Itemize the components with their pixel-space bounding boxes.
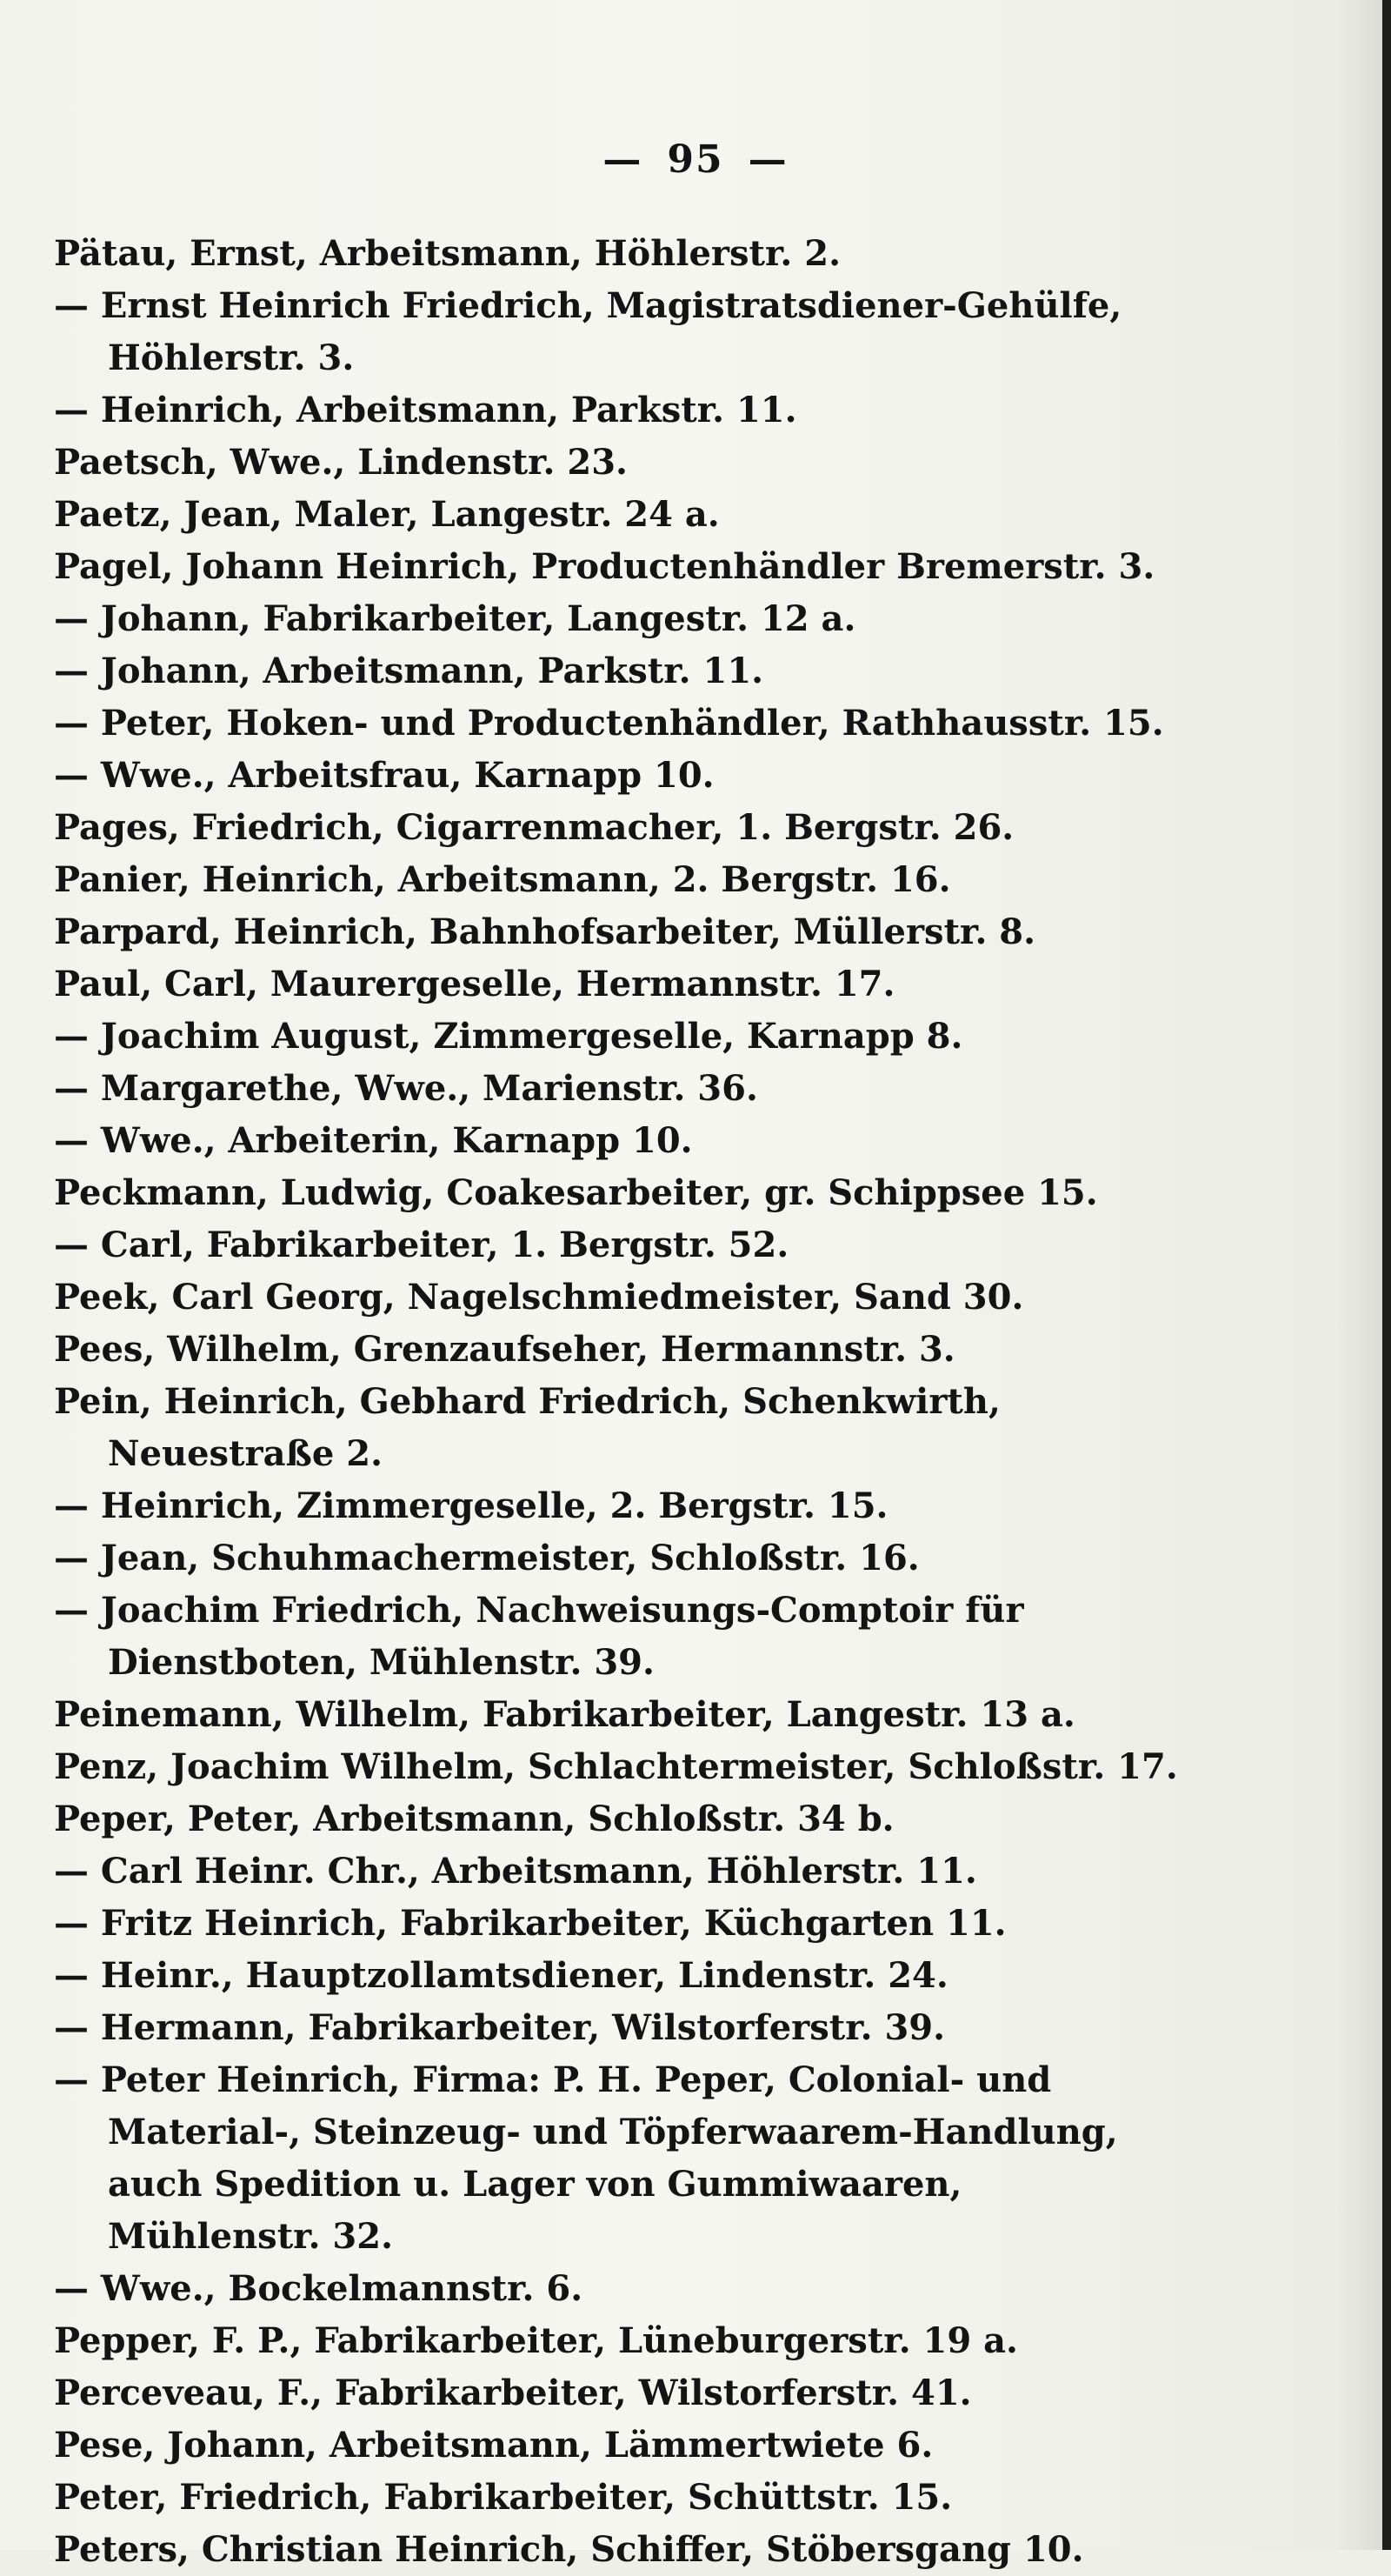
directory-entry: Parpard, Heinrich, Bahnhofsarbeiter, Müllerstr. 8. [54, 911, 1036, 952]
directory-entry: — Wwe., Arbeitsfrau, Karnapp 10. [54, 755, 715, 796]
directory-entry: Penz, Joachim Wilhelm, Schlachtermeister, Schloßstr. 17. [54, 1746, 1178, 1787]
directory-entry: — Heinrich, Arbeitsmann, Parkstr. 11. [54, 390, 797, 430]
directory-entry: — Carl, Fabrikarbeiter, 1. Bergstr. 52. [54, 1225, 789, 1265]
directory-entry: — Hermann, Fabrikarbeiter, Wilstorferstr. 39. [54, 2007, 946, 2048]
directory-entry: — Fritz Heinrich, Fabrikarbeiter, Küchgarten 11. [54, 1903, 1007, 1944]
page-header [0, 137, 1391, 182]
directory-entry: — Wwe., Arbeiterin, Karnapp 10. [54, 1120, 693, 1161]
directory-entry: — Heinrich, Zimmergeselle, 2. Bergstr. 15. [54, 1485, 889, 1526]
directory-entry: Panier, Heinrich, Arbeitsmann, 2. Bergstr. 16. [54, 859, 951, 900]
directory-entry: Pages, Friedrich, Cigarrenmacher, 1. Bergstr. 26. [54, 807, 1015, 848]
directory-entry: Pein, Heinrich, Gebhard Friedrich, Schenkwirth, Neuestraße 2. [54, 1381, 1001, 1474]
directory-entry: Perceveau, F., Fabrikarbeiter, Wilstorferstr. 41. [54, 2372, 972, 2413]
directory-entry: — Joachim Friedrich, Nachweisungs-Comptoir für Dienstboten, Mühlenstr. 39. [54, 1590, 1024, 1683]
page-edge [1382, 0, 1391, 2550]
directory-entry: Peek, Carl Georg, Nagelschmiedmeister, Sand 30. [54, 1277, 1024, 1318]
directory-entries [54, 228, 1184, 2576]
directory-entry: — Joachim August, Zimmergeselle, Karnapp 8. [54, 1016, 963, 1057]
directory-entry: Paetsch, Wwe., Lindenstr. 23. [54, 442, 628, 483]
directory-entry: Peinemann, Wilhelm, Fabrikarbeiter, Langestr. 13 a. [54, 1694, 1075, 1735]
page-number: 95 [667, 137, 724, 182]
directory-entry: — Ernst Heinrich Friedrich, Magistratsdiener-Gehülfe, Höhlerstr. 3. [54, 285, 1122, 378]
header-dash-left: — [602, 137, 643, 182]
directory-entry: — Johann, Arbeitsmann, Parkstr. 11. [54, 651, 764, 691]
header-dash-right: — [748, 137, 789, 182]
directory-entry: Peper, Peter, Arbeitsmann, Schloßstr. 34 b. [54, 1799, 895, 1839]
directory-entry: Peters, Christian Heinrich, Schiffer, Stöbersgang 10. [54, 2529, 1084, 2570]
directory-entry: Pees, Wilhelm, Grenzaufseher, Hermannstr. 3. [54, 1329, 955, 1370]
directory-entry: Pagel, Johann Heinrich, Productenhändler Bremerstr. 3. [54, 546, 1155, 587]
directory-entry: Peter, Friedrich, Fabrikarbeiter, Schüttstr. 15. [54, 2477, 953, 2518]
directory-entry: — Margarethe, Wwe., Marienstr. 36. [54, 1068, 758, 1109]
directory-entry: — Wwe., Bockelmannstr. 6. [54, 2268, 583, 2309]
directory-entry: Pepper, F. P., Fabrikarbeiter, Lüneburgerstr. 19 a. [54, 2320, 1018, 2361]
directory-entry: Pese, Johann, Arbeitsmann, Lämmertwiete 6. [54, 2425, 934, 2466]
directory-entry: Paul, Carl, Maurergeselle, Hermannstr. 17. [54, 964, 895, 1004]
directory-entry: — Johann, Fabrikarbeiter, Langestr. 12 a. [54, 598, 856, 639]
directory-entry: — Peter, Hoken- und Productenhändler, Rathhausstr. 15. [54, 703, 1164, 744]
directory-entry: — Peter Heinrich, Firma: P. H. Peper, Colonial- und Material-, Steinzeug- und Töpferwaarem-Handlung, auch Spedition u. Lager von Gummiwaaren, Mühlenstr. 32. [54, 2059, 1118, 2257]
directory-entry: — Carl Heinr. Chr., Arbeitsmann, Höhlerstr. 11. [54, 1851, 977, 1892]
directory-entry: — Heinr., Hauptzollamtsdiener, Lindenstr. 24. [54, 1955, 948, 1996]
directory-entry: Paetz, Jean, Maler, Langestr. 24 a. [54, 494, 720, 535]
directory-entry: — Jean, Schuhmachermeister, Schloßstr. 16. [54, 1538, 920, 1578]
directory-entry: Pätau, Ernst, Arbeitsmann, Höhlerstr. 2. [54, 233, 841, 274]
directory-entry: Peckmann, Ludwig, Coakesarbeiter, gr. Schippsee 15. [54, 1172, 1098, 1213]
